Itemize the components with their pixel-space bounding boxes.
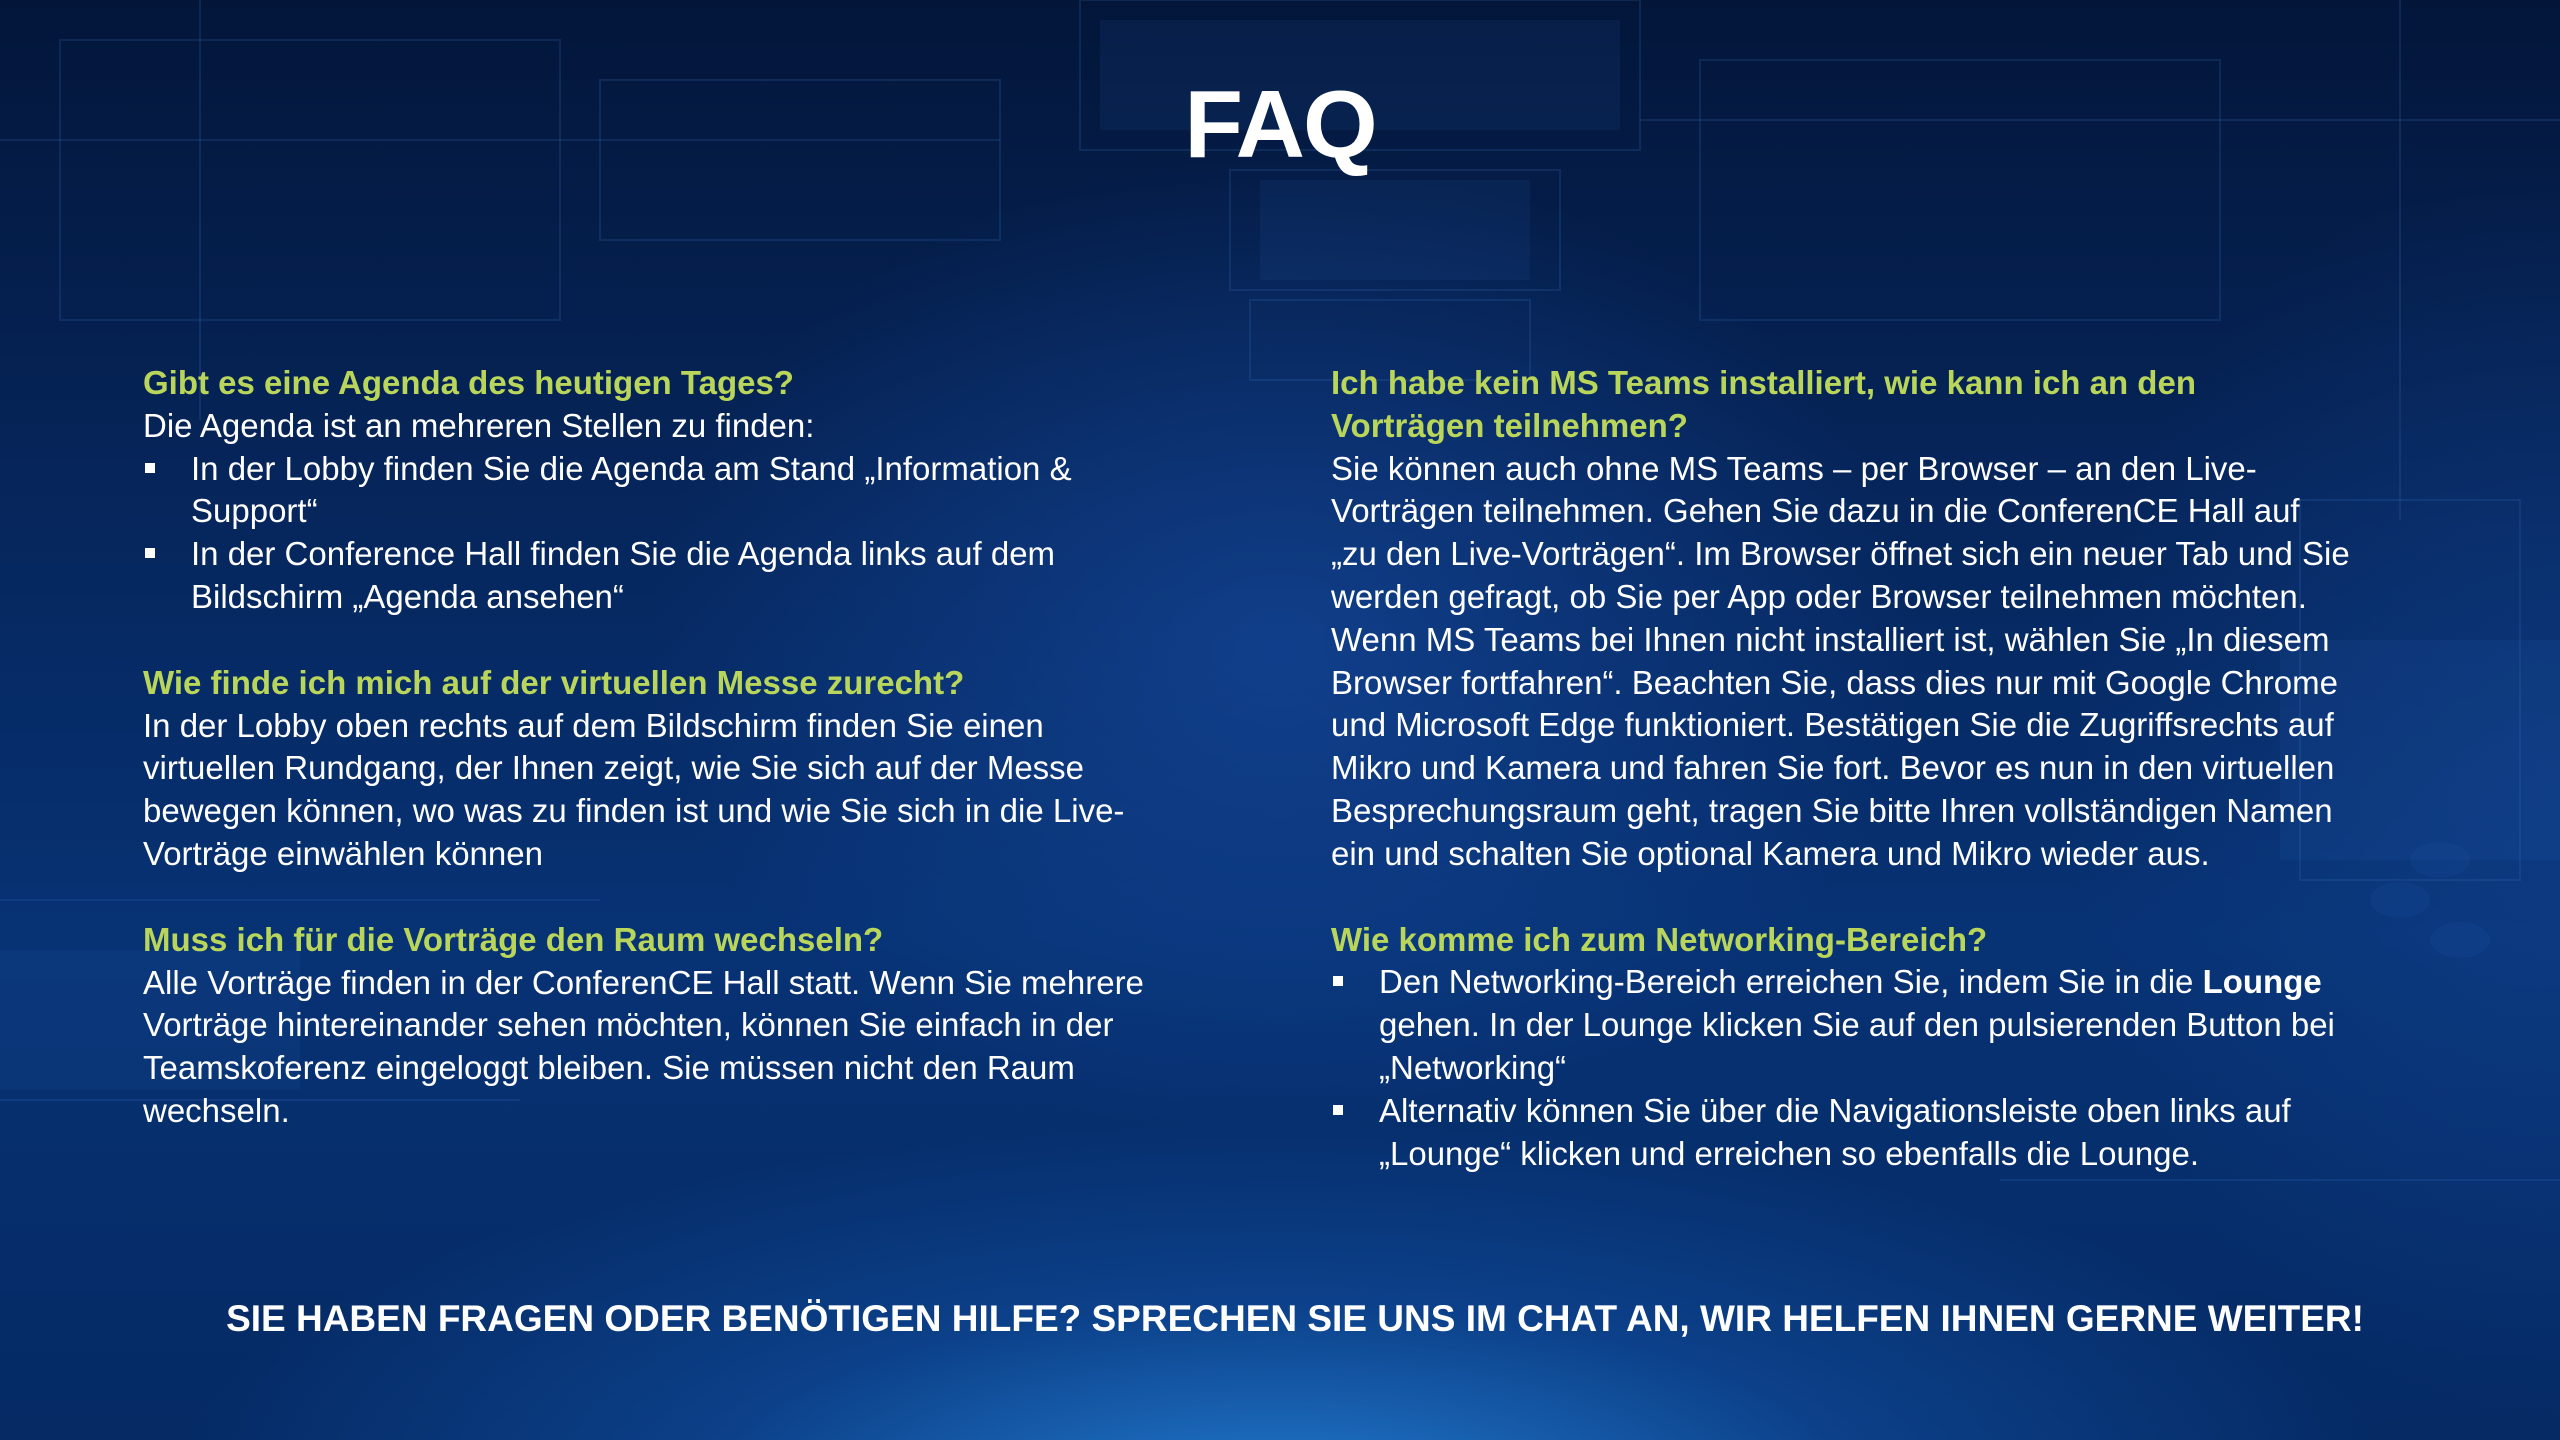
faq-answer: Die Agenda ist an mehreren Stellen zu finden: <box>143 406 815 444</box>
faq-answer: Alle Vorträge finden in der ConferenCE Hall statt. Wenn Sie mehrere Vorträge hintereinander sehen möchten, können Sie einfach in der Teamskoferenz eingeloggt bleiben. Sie müssen nicht den Raum wechseln. <box>143 963 1144 1129</box>
faq-column-right <box>1331 362 2351 1175</box>
bullet-item: Alternativ können Sie über die Navigationsleiste oben links auf „Lounge“ klicken und erreichen so ebenfalls die Lounge. <box>1331 1090 2351 1176</box>
help-footer: SIE HABEN FRAGEN ODER BENÖTIGEN HILFE? SPRECHEN SIE UNS IM CHAT AN, WIR HELFEN IHNEN GERNE WEITER! <box>226 1298 2364 1339</box>
faq-item-room-change <box>143 919 1163 1133</box>
bullet-text: Den Networking-Bereich erreichen Sie, indem Sie in die <box>1379 963 2194 1001</box>
faq-column-left <box>143 362 1163 1133</box>
faq-question: Gibt es eine Agenda des heutigen Tages? <box>143 364 794 401</box>
faq-answer: Sie können auch ohne MS Teams – per Browser – an den Live-Vorträgen teilnehmen. Gehen Sie dazu in die ConferenCE Hall auf „zu den Live-Vorträgen“. Im Browser öffnet sich ein neuer Tab und Sie werden gefragt, ob Sie per App oder Browser teilnehmen möchten. Wenn MS Teams bei Ihnen nicht installiert ist, wählen Sie „In diesem Browser fortfahren“. Beachten Sie, dass dies nur mit Google Chrome und Microsoft Edge funktioniert. Bestätigen Sie die Zugriffsrechts auf Mikro und Kamera und fahren Sie fort. Bevor es nun in den virtuellen Besprechungsraum geht, tragen Sie bitte Ihren vollständigen Namen ein und schalten Sie optional Kamera und Mikro wieder aus. <box>1331 449 2350 872</box>
faq-bullet-list <box>143 448 1163 619</box>
lounge-emphasis: Lounge <box>2202 963 2322 1001</box>
faq-item-orientation <box>143 662 1163 876</box>
faq-bullet-list <box>1331 961 2351 1175</box>
faq-question: Wie finde ich mich auf der virtuellen Messe zurecht? <box>143 663 965 701</box>
bullet-item: In der Lobby finden Sie die Agenda am Stand „Information & Support“ <box>143 448 1163 534</box>
faq-question: Wie komme ich zum Networking-Bereich? <box>1331 920 1988 958</box>
faq-item-networking <box>1331 919 2351 1176</box>
faq-question: Muss ich für die Vorträge den Raum wechseln? <box>143 920 884 958</box>
faq-item-agenda <box>143 362 1163 619</box>
faq-question: Ich habe kein MS Teams installiert, wie kann ich an den Vorträgen teilnehmen? <box>1331 364 2196 444</box>
bullet-text: gehen. In der Lounge klicken Sie auf den pulsierenden Button bei „Networking“ <box>1379 1006 2335 1086</box>
bullet-item: In der Conference Hall finden Sie die Agenda links auf dem Bildschirm „Agenda ansehen“ <box>143 533 1163 619</box>
faq-item-ms-teams <box>1331 362 2351 876</box>
faq-answer: In der Lobby oben rechts auf dem Bildschirm finden Sie einen virtuellen Rundgang, der Ihnen zeigt, wie Sie sich auf der Messe bewegen können, wo was zu finden ist und wie Sie sich in die Live-Vorträge einwählen können <box>143 706 1125 872</box>
page-title: FAQ <box>1184 71 1376 178</box>
bullet-item <box>1331 961 2351 1089</box>
